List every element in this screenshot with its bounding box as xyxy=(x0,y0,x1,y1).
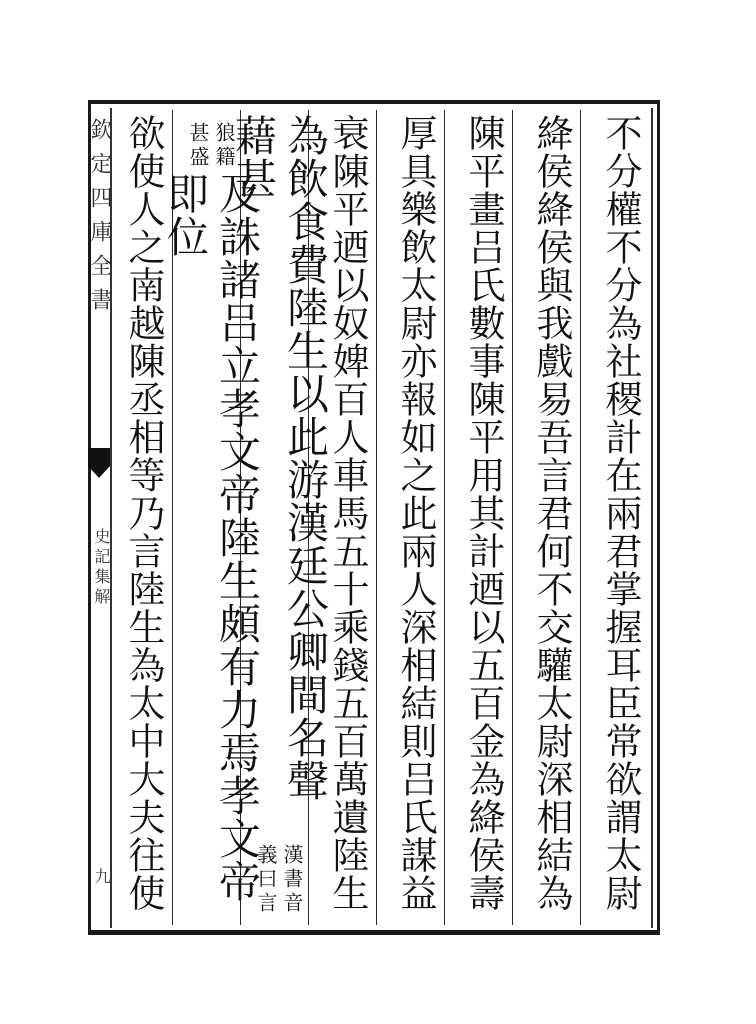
main-text: 衰陳平迺以奴婢百人車馬五十乘錢五百萬遺陸生 xyxy=(326,114,369,912)
fish-tail-mark xyxy=(88,448,110,478)
text-column-4 xyxy=(386,108,444,923)
column-rule xyxy=(580,110,581,925)
note-line-right: 狼籍 xyxy=(212,122,236,170)
main-text: 欲使人之南越陳丞相等乃言陸生為太中大夫往使 xyxy=(122,114,165,912)
text-column-8 xyxy=(114,108,172,923)
note-line-left: 甚盛 xyxy=(186,122,210,170)
margin-column xyxy=(88,108,110,928)
interlinear-note xyxy=(187,122,235,170)
main-text: 及誅諸吕立孝文帝陸生頗有力焉孝文帝即位 xyxy=(161,172,262,903)
note-line-right: 漢書音 xyxy=(280,844,304,916)
main-text: 絳侯絳侯與我戲易吾言君何不交驩太尉深相結為 xyxy=(530,114,573,912)
text-column-2 xyxy=(522,108,580,923)
main-text: 不分權不分為社稷計在兩君掌握耳臣常欲謂太尉 xyxy=(599,114,642,912)
text-column-3 xyxy=(454,108,512,923)
text-column-1 xyxy=(591,108,649,923)
column-rule xyxy=(444,110,445,925)
margin-header: 欽定四庫全書 xyxy=(87,118,112,322)
column-rule xyxy=(376,110,377,925)
margin-book-title: 史記集解 xyxy=(92,528,111,608)
note-line-left: 義曰言 xyxy=(254,844,278,916)
main-text: 厚具樂飲太尉亦報如之此兩人深相結則吕氏謀益 xyxy=(394,114,437,912)
column-rule xyxy=(512,110,513,925)
main-text: 為飲食費陸生以此游漢廷公卿間名聲藉甚 xyxy=(229,114,330,802)
text-column-7 xyxy=(161,108,262,923)
main-text: 陳平畫吕氏數事陳平用其計迺以五百金為絳侯壽 xyxy=(462,114,505,912)
folio-number: 九 xyxy=(92,868,111,884)
